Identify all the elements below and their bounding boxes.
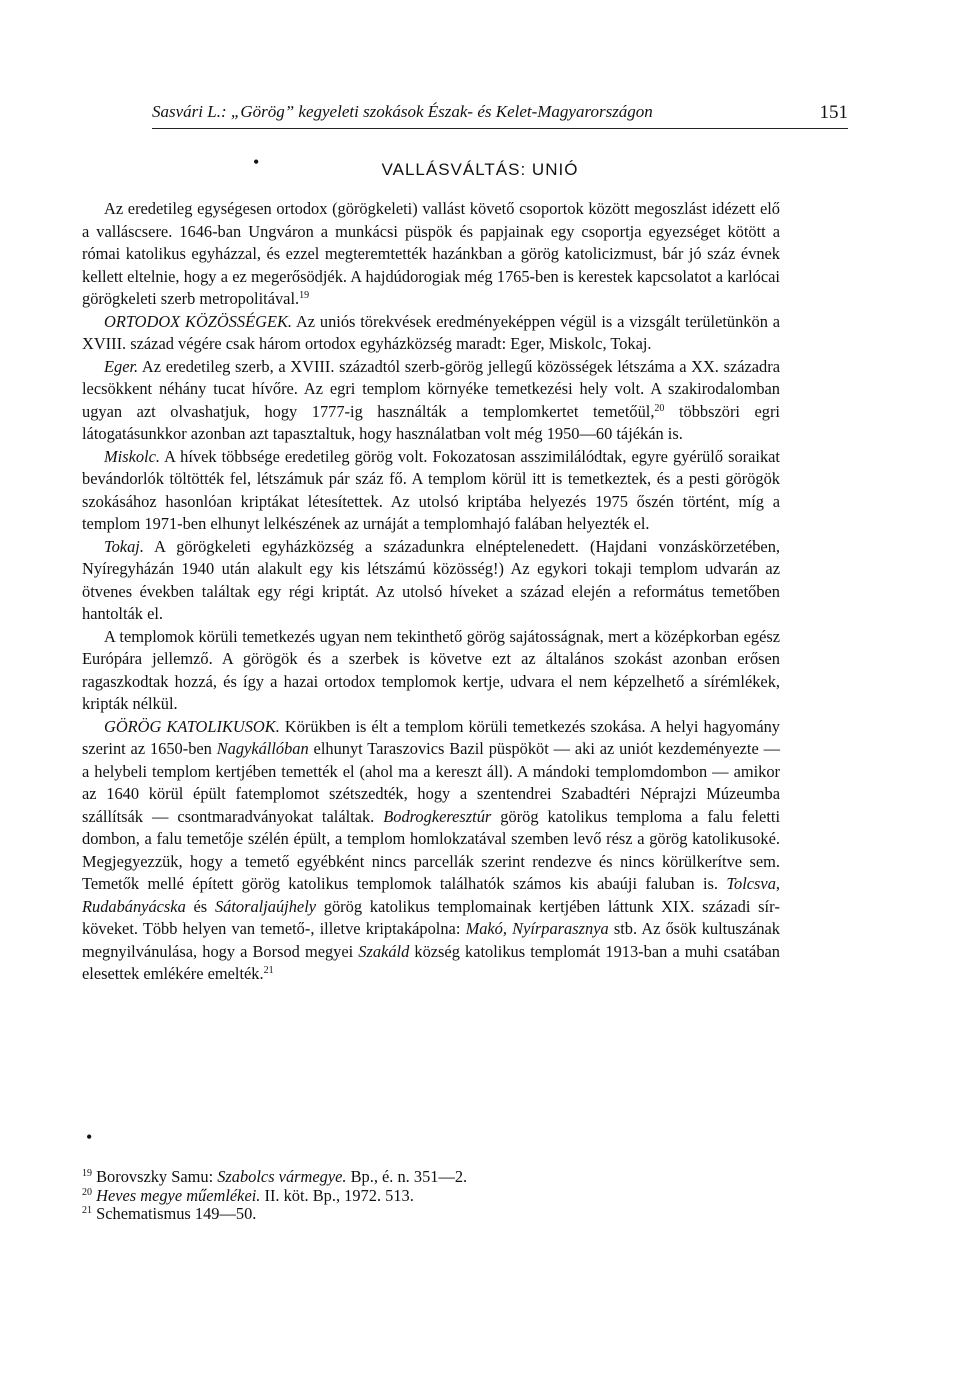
footnotes bbox=[82, 1168, 780, 1224]
footnote-21: $^{21}$ Schematismus 149—50. bbox=[82, 1204, 257, 1223]
section-heading: VALLÁSVÁLTÁS: UNIÓ bbox=[381, 160, 579, 179]
body-text bbox=[82, 198, 780, 986]
footnote-19: $^{19}$ Borovszky Samu: Szabolcs vármegye. Bp., é. n. 351—2. bbox=[82, 1167, 468, 1186]
stray-dot-mark-2: • bbox=[86, 1127, 93, 1147]
footnote-ref-21: 21 bbox=[263, 965, 274, 976]
subheading-greek-catholics: GÖRÖG KATOLIKUSOK. bbox=[104, 716, 280, 736]
page-number: 151 bbox=[819, 102, 848, 123]
running-title: Sasvári L.: „Görög” kegyeleti szokások Észak- és Kelet-Magyarországon bbox=[152, 102, 653, 121]
subheading-orthodox: ORTODOX KÖZÖSSÉGEK. bbox=[104, 311, 293, 331]
footnote-ref-19: 19 bbox=[299, 290, 310, 301]
paragraph-eger: Eger. Az eredetileg szerb, a XVIII. századtól szerb-görög jellegű közösségek létszáma a XX. századra lecsökkent néhány tucat hívőre. Az egri templom környéke temetkezési hely volt. A szakirodalomban ugyan azt olvashatjuk, hogy 1777-ig használták a templomkertet temetőül,$^{20}$ többszöri egri látogatásunkkor azonban azt tapasztaltuk, hogy használatban volt még 1950—60 tájékán is. bbox=[82, 356, 780, 443]
paragraph-miskolc: Miskolc. A hívek többsége eredetileg görög volt. Fokozatosan asszimilálódtak, egyre gyérülő soraikat bevándorlók töltötték fel, létszámuk pár száz fő. A templom körül itt is temetkeztek, és a pesti görögök szokásához hasonlóan kriptákat létesítettek. Az utolsó kriptába helyezés 1975 őszén történt, míg a templom 1971-ben elhunyt lelkészének az urnáját a templomhajó falában helyezték el. bbox=[82, 446, 780, 533]
stray-dot-mark: • bbox=[253, 152, 260, 172]
place-eger: Eger. bbox=[104, 356, 139, 376]
place-tokaj: Tokaj. bbox=[104, 536, 144, 556]
paragraph-churchyards: A templomok körüli temetkezés ugyan nem tekinthető görög sajátosságnak, mert a középkorban egész Európára jellemző. A görögök és a szerbek is követve ezt az általános szokást azonban erősen ragaszkodtak hozzá, és így a hazai ortodox templomok kertje, udvara el nem képzelhető a sírémlékek, kripták nélkül. bbox=[82, 626, 780, 713]
paragraph-tokaj: Tokaj. A görögkeleti egyházközség a századunkra elnéptelenedett. (Hajdani vonzáskörzetében, Nyíregyházán 1940 után alakult egy kis létszámú közösség!) Az egykori tokaji templom udvarán az ötvenes években találtak egy régi kriptát. Az utolsó híveket a század elején a református temetőben hantolták el. bbox=[82, 536, 780, 623]
paragraph-greek-catholics: GÖRÖG KATOLIKUSOK. Körükben is élt a templom körüli temetkezés szokása. A helyi hagyomány szerint az 1650-ben Nagykállóban elhunyt Taraszovics Bazil püspököt — aki az uniót kezdeményezte — a helybeli templom kertjében temették el (ahol ma a kereszt áll). A mándoki templomdombon — amikor az 1640 körül épült fatemplomot szétszedték, hogy a szentendrei Szabadtéri Néprajzi Múzeumba szállítsák — csontmaradványokat találtak. Bodrogkeresztúr görög katolikus temploma a falu feletti dombon, a falu temetője szélén épült, a templom homlokzatával szemben levő rész a görög katolikusoké. Megjegyezzük, hogy a temető egyébként nincs parcellák szerint rendezve és nincs körülkerítve sem. Temetők mellé épített görög katolikus templomok találhatók számos kis abaúji faluban is. Tolcsva, Rudabányácska és Sátoraljaújhely görög katolikus templomainak kertjében láttunk XIX. századi sírköveket. Több helyen van temető-, illetve kriptakápolna: Makó, Nyírparasznya stb. Az ősök kultuszának megnyilvánulása, hogy a Borsod megyei Szakáld község katolikus templomát 1913-ban a muhi csatában elesettek emlékére emelték.$^{21}$ bbox=[82, 716, 781, 983]
paragraph-intro: Az eredetileg egységesen ortodox (görögkeleti) vallást követő csoportok között megoszlást idézett elő a valláscsere. 1646-ban Ungváron a munkácsi püspök és papjainak egy csoportja egyezséget kötött a római katolikus egyházzal, és ezzel megteremtették hazánkban a görög katolicizmust, bár jó száz évnek kellett eltelnie, hogy a ez megerősödjék. A hajdúdorogiak még 1765-ben is kerestek kapcsolatot a karlócai görögkeleti szerb metropolitával.$^{19}$ bbox=[82, 199, 780, 308]
footnote-ref-20: 20 bbox=[654, 402, 665, 414]
paragraph-orthodox: ORTODOX KÖZÖSSÉGEK. Az uniós törekvések eredményeképpen végül is a vizsgált területünkön a XVIII. század végére csak három ortodox egyházközség maradt: Eger, Miskolc, Tokaj. bbox=[82, 311, 780, 353]
place-miskolc: Miskolc. bbox=[104, 446, 160, 466]
running-header bbox=[152, 102, 848, 129]
footnote-20: $^{20}$ Heves megye műemlékei. II. köt. Bp., 1972. 513. bbox=[82, 1185, 414, 1205]
